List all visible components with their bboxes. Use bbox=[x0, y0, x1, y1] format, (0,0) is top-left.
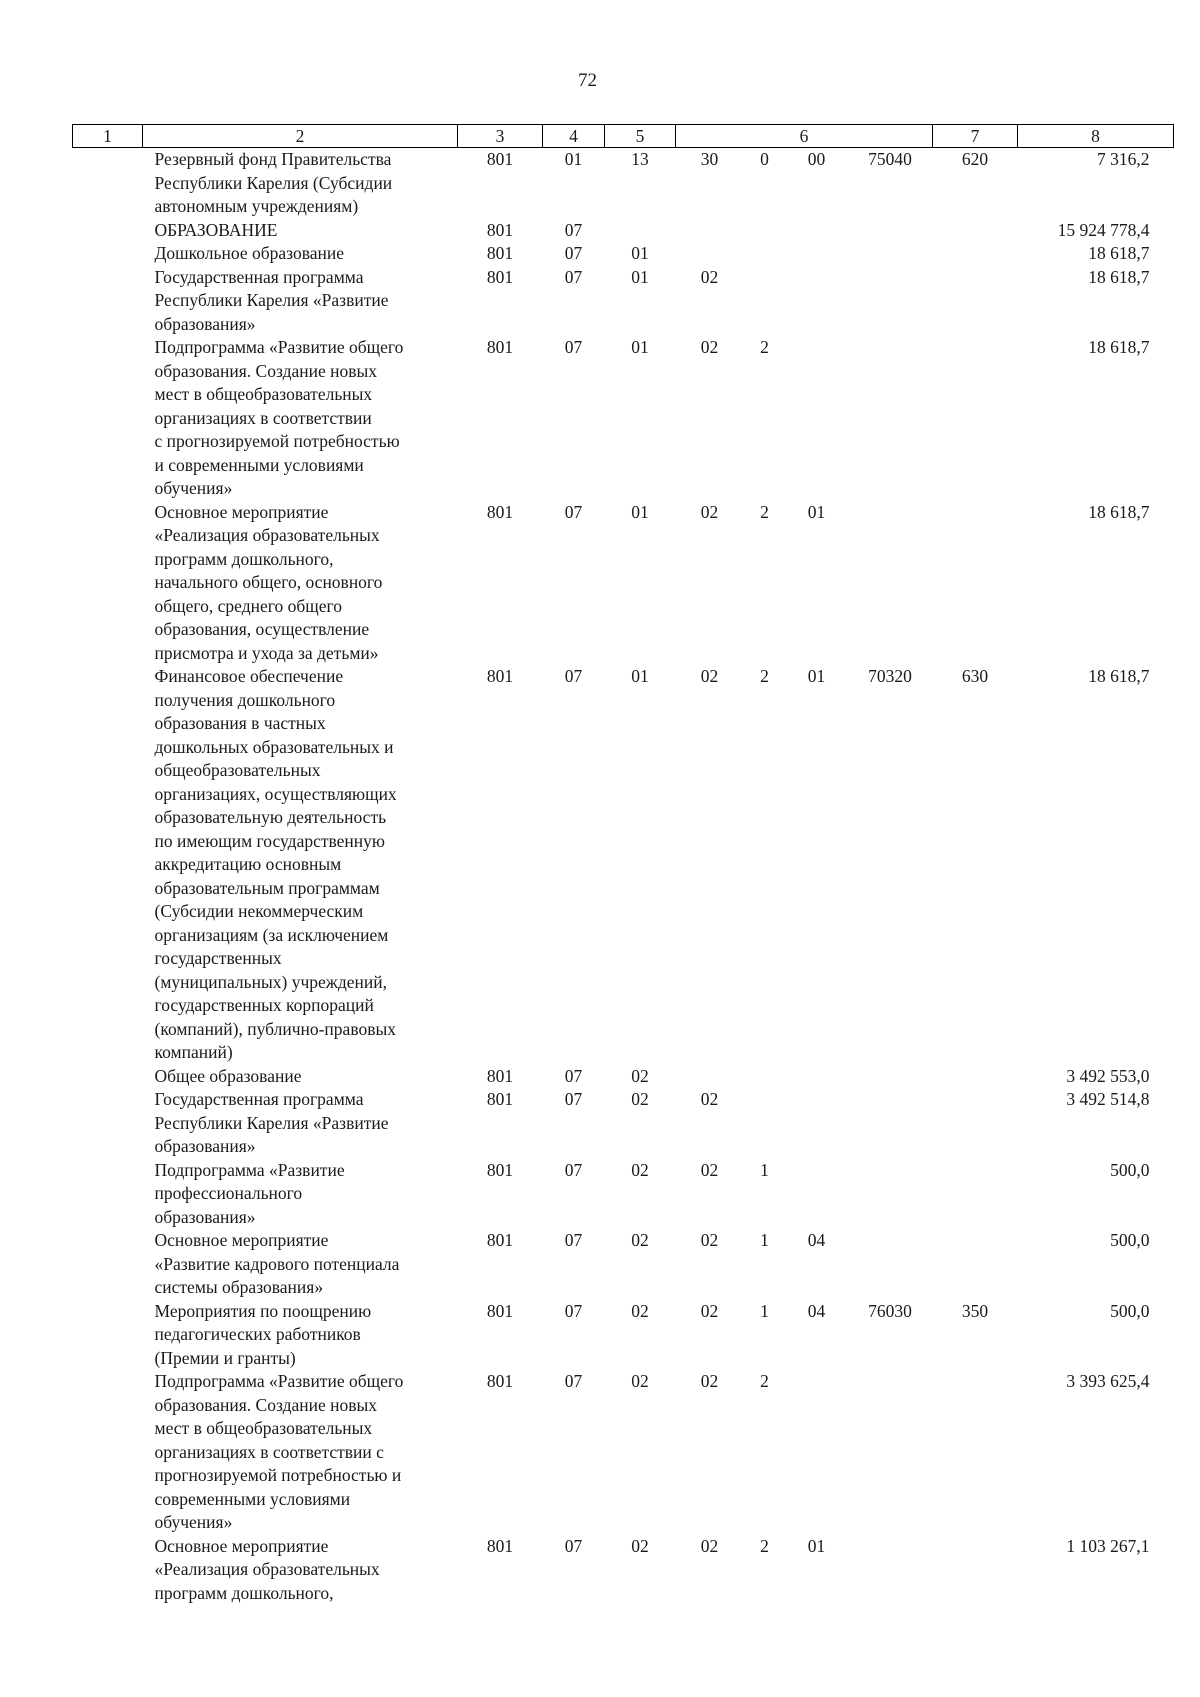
table-row bbox=[73, 501, 1174, 666]
row-code-5: 02 bbox=[631, 1535, 649, 1556]
row-code-7 bbox=[933, 219, 1018, 243]
row-code-5: 01 bbox=[631, 337, 649, 357]
row-index-cell bbox=[73, 219, 143, 243]
row-index-cell bbox=[73, 665, 143, 1065]
row-code-6d bbox=[848, 1229, 933, 1300]
row-name: Подпрограмма «Развитие общего образования. Создание новых мест в общеобразовательных организациях в соответствии с прогнозируемой потребностью и современными условиями обучения» bbox=[154, 337, 404, 498]
row-code-5: 01 bbox=[631, 266, 649, 287]
table-row bbox=[73, 1370, 1174, 1535]
row-code-6a: 02 bbox=[700, 337, 719, 357]
table-row bbox=[73, 242, 1174, 266]
row-code-4: 07 bbox=[564, 1300, 583, 1321]
row-code-6b bbox=[744, 219, 786, 243]
row-amount: 18 618,7 bbox=[1088, 666, 1150, 686]
row-index-cell bbox=[73, 1535, 143, 1606]
row-code-7 bbox=[933, 501, 1018, 666]
row-code-6d bbox=[848, 1065, 933, 1089]
header-col-1: 1 bbox=[73, 125, 143, 148]
row-code-6a: 02 bbox=[700, 1371, 719, 1391]
row-code-6a: 02 bbox=[700, 501, 719, 522]
row-code-6d bbox=[848, 242, 933, 266]
row-name: Государственная программа Республики Карелия «Развитие образования» bbox=[154, 266, 389, 334]
row-code-3: 801 bbox=[486, 266, 514, 287]
row-code-6d bbox=[848, 1088, 933, 1159]
page-number: 72 bbox=[578, 70, 597, 91]
row-code-3: 801 bbox=[486, 1065, 514, 1086]
row-index-cell bbox=[73, 148, 143, 219]
row-code-6d bbox=[848, 1370, 933, 1535]
row-code-3: 801 bbox=[486, 243, 514, 263]
row-code-6c: 04 bbox=[807, 1300, 826, 1321]
row-code-3: 801 bbox=[486, 219, 514, 240]
row-code-5: 01 bbox=[631, 501, 649, 522]
row-code-6a bbox=[676, 242, 744, 266]
row-code-4: 07 bbox=[564, 1159, 583, 1180]
table-row bbox=[73, 1159, 1174, 1230]
row-code-6a: 02 bbox=[700, 1089, 719, 1109]
row-code-4: 07 bbox=[564, 219, 583, 240]
row-amount: 15 924 778,4 bbox=[1057, 219, 1150, 240]
row-code-4: 07 bbox=[564, 666, 583, 686]
row-code-6a bbox=[676, 219, 744, 243]
row-code-6a bbox=[676, 1065, 744, 1089]
row-code-6d: 75040 bbox=[868, 149, 912, 169]
row-code-6b: 0 bbox=[760, 149, 769, 169]
row-index-cell bbox=[73, 1300, 143, 1371]
row-amount: 18 618,7 bbox=[1088, 501, 1150, 522]
row-code-6c bbox=[786, 266, 848, 337]
row-amount: 500,0 bbox=[1110, 1159, 1150, 1180]
row-code-6b: 2 bbox=[760, 501, 769, 522]
row-code-6c bbox=[786, 242, 848, 266]
header-col-6: 6 bbox=[676, 125, 933, 148]
row-code-7 bbox=[933, 1535, 1018, 1606]
row-code-6d bbox=[848, 501, 933, 666]
row-code-4: 07 bbox=[564, 1371, 583, 1391]
row-amount: 7 316,2 bbox=[1097, 149, 1150, 169]
row-code-3: 801 bbox=[486, 1300, 514, 1321]
table-row bbox=[73, 1229, 1174, 1300]
row-code-6d bbox=[848, 1159, 933, 1230]
row-code-6c: 00 bbox=[807, 149, 826, 169]
row-name: Подпрограмма «Развитие профессионального образования» bbox=[154, 1159, 345, 1227]
table-header-row bbox=[73, 125, 1174, 148]
row-code-6a: 02 bbox=[700, 1159, 719, 1180]
row-amount: 18 618,7 bbox=[1088, 266, 1150, 287]
row-code-6b: 2 bbox=[760, 1371, 769, 1391]
row-code-6a: 02 bbox=[700, 1300, 719, 1321]
row-code-6d bbox=[848, 266, 933, 337]
row-name: Основное мероприятие «Развитие кадрового потенциала системы образования» bbox=[154, 1230, 400, 1297]
row-code-6c bbox=[786, 219, 848, 243]
row-code-3: 801 bbox=[486, 1089, 514, 1109]
row-code-7 bbox=[933, 1229, 1018, 1300]
row-code-6a: 02 bbox=[700, 1535, 719, 1556]
table-row bbox=[73, 1300, 1174, 1371]
row-code-5: 02 bbox=[631, 1371, 649, 1391]
row-code-3: 801 bbox=[486, 1371, 514, 1391]
row-code-5: 02 bbox=[631, 1089, 649, 1109]
header-col-5: 5 bbox=[605, 125, 676, 148]
row-code-3: 801 bbox=[486, 1535, 514, 1556]
header-col-2: 2 bbox=[143, 125, 458, 148]
row-code-6c bbox=[786, 1065, 848, 1089]
row-amount: 3 393 625,4 bbox=[1066, 1371, 1150, 1391]
row-name: Основное мероприятие «Реализация образовательных программ дошкольного, начального общего, основного общего, среднего общего образования, осуществление присмотра и ухода за детьми» bbox=[154, 501, 383, 663]
row-name: Общее образование bbox=[154, 1065, 302, 1086]
header-col-3: 3 bbox=[458, 125, 543, 148]
header-col-7: 7 bbox=[933, 125, 1018, 148]
row-code-4: 07 bbox=[564, 243, 583, 263]
row-code-7 bbox=[933, 1088, 1018, 1159]
header-col-4: 4 bbox=[543, 125, 605, 148]
row-code-4: 07 bbox=[564, 1065, 583, 1086]
row-code-5: 02 bbox=[631, 1159, 649, 1180]
row-code-6b: 1 bbox=[760, 1230, 769, 1250]
row-code-6d: 76030 bbox=[868, 1300, 912, 1321]
row-code-6b bbox=[744, 1088, 786, 1159]
row-code-5: 02 bbox=[631, 1230, 649, 1250]
row-code-6c: 01 bbox=[807, 1535, 826, 1556]
row-code-6c: 04 bbox=[807, 1230, 826, 1250]
row-code-6d bbox=[848, 336, 933, 501]
row-code-6c: 01 bbox=[807, 666, 826, 686]
row-code-6b: 2 bbox=[760, 337, 769, 357]
row-code-7 bbox=[933, 1159, 1018, 1230]
table-row bbox=[73, 219, 1174, 243]
row-code-6d: 70320 bbox=[868, 666, 912, 686]
table-row bbox=[73, 1088, 1174, 1159]
row-code-7: 630 bbox=[961, 666, 989, 686]
row-amount: 18 618,7 bbox=[1088, 337, 1150, 357]
table-row bbox=[73, 148, 1174, 219]
row-code-6a: 02 bbox=[700, 266, 719, 287]
budget-table bbox=[72, 124, 1174, 1605]
row-amount: 18 618,7 bbox=[1088, 243, 1150, 263]
row-code-7 bbox=[933, 242, 1018, 266]
table-row bbox=[73, 266, 1174, 337]
row-code-6c bbox=[786, 1159, 848, 1230]
row-code-6b bbox=[744, 1065, 786, 1089]
row-amount: 500,0 bbox=[1110, 1230, 1150, 1250]
row-index-cell bbox=[73, 1088, 143, 1159]
row-code-4: 07 bbox=[564, 1089, 583, 1109]
row-index-cell bbox=[73, 1370, 143, 1535]
row-code-5 bbox=[605, 219, 676, 243]
row-code-6a: 30 bbox=[700, 149, 719, 169]
row-amount: 3 492 514,8 bbox=[1066, 1089, 1150, 1109]
row-name: Дошкольное образование bbox=[154, 243, 345, 263]
table-row bbox=[73, 1065, 1174, 1089]
table-row bbox=[73, 336, 1174, 501]
row-code-4: 01 bbox=[564, 149, 583, 169]
row-name: Резервный фонд Правительства Республики Карелия (Субсидии автономным учреждениям) bbox=[154, 149, 393, 216]
row-index-cell bbox=[73, 1159, 143, 1230]
row-name: Подпрограмма «Развитие общего образования. Создание новых мест в общеобразовательных организациях в соответствии с прогнозируемой потребностью и современными условиями обучения» bbox=[154, 1371, 404, 1532]
table-row bbox=[73, 1535, 1174, 1606]
row-name: Государственная программа Республики Карелия «Развитие образования» bbox=[154, 1089, 389, 1156]
row-code-7 bbox=[933, 266, 1018, 337]
row-code-5: 01 bbox=[631, 243, 649, 263]
row-code-4: 07 bbox=[564, 1535, 583, 1556]
row-code-7: 350 bbox=[961, 1300, 989, 1321]
row-code-6c bbox=[786, 1088, 848, 1159]
row-code-6b: 2 bbox=[760, 666, 769, 686]
row-code-6c bbox=[786, 336, 848, 501]
row-code-6b: 1 bbox=[760, 1300, 769, 1321]
row-code-7: 620 bbox=[961, 149, 989, 169]
row-code-7 bbox=[933, 336, 1018, 501]
row-name: Мероприятия по поощрению педагогических работников (Премии и гранты) bbox=[154, 1300, 372, 1368]
row-code-3: 801 bbox=[486, 501, 514, 522]
row-code-3: 801 bbox=[486, 666, 514, 686]
row-name: ОБРАЗОВАНИЕ bbox=[154, 219, 278, 240]
row-amount: 1 103 267,1 bbox=[1066, 1535, 1150, 1556]
row-code-6d bbox=[848, 1535, 933, 1606]
row-code-5: 01 bbox=[631, 666, 649, 686]
row-code-6d bbox=[848, 219, 933, 243]
row-index-cell bbox=[73, 242, 143, 266]
row-index-cell bbox=[73, 336, 143, 501]
row-code-7 bbox=[933, 1370, 1018, 1535]
row-index-cell bbox=[73, 266, 143, 337]
row-code-3: 801 bbox=[486, 1230, 514, 1250]
row-index-cell bbox=[73, 1065, 143, 1089]
row-code-4: 07 bbox=[564, 266, 583, 287]
row-index-cell bbox=[73, 501, 143, 666]
row-code-6b bbox=[744, 266, 786, 337]
row-amount: 3 492 553,0 bbox=[1066, 1065, 1150, 1086]
row-code-5: 13 bbox=[631, 149, 649, 169]
row-code-5: 02 bbox=[631, 1065, 649, 1086]
table-row bbox=[73, 665, 1174, 1065]
row-code-5: 02 bbox=[631, 1300, 649, 1321]
row-code-3: 801 bbox=[486, 337, 514, 357]
row-code-4: 07 bbox=[564, 1230, 583, 1250]
row-index-cell bbox=[73, 1229, 143, 1300]
row-code-3: 801 bbox=[486, 1159, 514, 1180]
row-name: Основное мероприятие «Реализация образовательных программ дошкольного, bbox=[154, 1535, 380, 1603]
row-name: Финансовое обеспечение получения дошкольного образования в частных дошкольных образовательных и общеобразовательных организациях, осуществляющих образовательную деятельность по имеющим государственную аккредитацию основным образовательным программам (Субсидии некоммерческим организациям (за исключением государственных (муниципальных) учреждений, государственных корпораций (компаний), публично-правовых компаний) bbox=[154, 666, 397, 1062]
row-code-6a: 02 bbox=[700, 666, 719, 686]
row-code-3: 801 bbox=[486, 149, 514, 169]
row-code-4: 07 bbox=[564, 501, 583, 522]
row-code-6c bbox=[786, 1370, 848, 1535]
row-code-7 bbox=[933, 1065, 1018, 1089]
row-code-6b: 2 bbox=[760, 1535, 769, 1556]
row-code-6a: 02 bbox=[700, 1230, 719, 1250]
row-code-4: 07 bbox=[564, 337, 583, 357]
header-col-8: 8 bbox=[1018, 125, 1174, 148]
row-amount: 500,0 bbox=[1110, 1300, 1150, 1321]
row-code-6b bbox=[744, 242, 786, 266]
row-code-6b: 1 bbox=[760, 1159, 769, 1180]
row-code-6c: 01 bbox=[807, 501, 826, 522]
